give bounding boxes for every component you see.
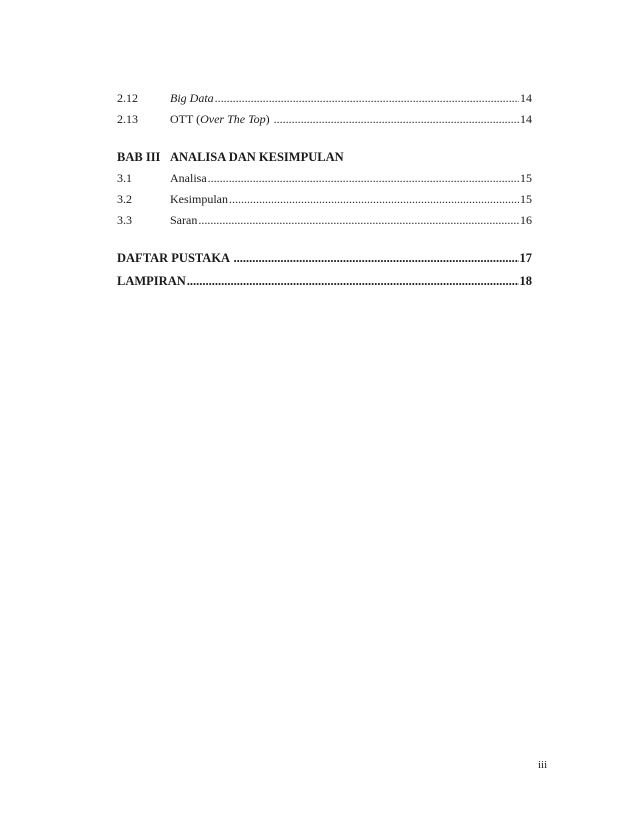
toc-entry-3-3 [117, 210, 532, 231]
toc-entry-label: LAMPIRAN [117, 274, 186, 288]
toc-entry-title [170, 88, 519, 109]
toc-entry-page: 14 [520, 112, 532, 126]
toc-entry-number: 2.12 [117, 91, 138, 105]
toc-entry-title [170, 168, 519, 189]
toc-entry-label-part: OTT ( [170, 112, 201, 126]
dot-leader [198, 210, 519, 231]
toc-chapter-title: ANALISA DAN KESIMPULAN [170, 150, 344, 164]
dot-leader [229, 189, 519, 210]
dot-leader [187, 270, 519, 293]
toc-entry-page: 15 [520, 192, 532, 206]
toc-entry-3-1 [117, 168, 532, 189]
toc-entry-number: 2.13 [117, 112, 138, 126]
toc-entry-number: 3.1 [117, 171, 132, 185]
toc-entry-number: 3.3 [117, 213, 132, 227]
toc-lampiran [117, 270, 532, 293]
toc-entry-title [117, 247, 519, 270]
toc-chapter-3 [117, 146, 532, 168]
toc-entry-page: 15 [520, 171, 532, 185]
dot-leader [234, 247, 519, 270]
dot-leader [215, 88, 519, 109]
toc-entry-page: 16 [520, 213, 532, 227]
toc-entry-label: Big Data [170, 91, 214, 105]
dot-leader [208, 168, 519, 189]
toc-daftar-pustaka [117, 247, 532, 270]
toc-entry-label-part: ) [265, 112, 273, 126]
dot-leader [274, 109, 519, 130]
toc-entry-title [170, 189, 519, 210]
toc-chapter-number: BAB III [117, 150, 161, 164]
toc-entry-2-12 [117, 88, 532, 109]
toc-entry-page: 18 [519, 274, 532, 288]
toc-entry-label: Saran [170, 213, 198, 227]
toc-entry-3-2 [117, 189, 532, 210]
toc-entry-title [117, 270, 519, 293]
toc-entry-label: Analisa [170, 171, 207, 185]
toc-entry-label-part: Over The Top [200, 112, 266, 126]
toc-entry-page: 17 [519, 251, 532, 265]
toc-entry-title [170, 109, 519, 130]
table-of-contents [117, 88, 532, 293]
toc-entry-2-13 [117, 109, 532, 130]
toc-entry-page: 14 [520, 91, 532, 105]
page-number: iii [538, 759, 548, 771]
toc-entry-label [170, 109, 274, 130]
toc-entry-title [170, 210, 519, 231]
toc-entry-label: DAFTAR PUSTAKA [117, 251, 233, 265]
toc-entry-label: Kesimpulan [170, 192, 228, 206]
toc-entry-number: 3.2 [117, 192, 132, 206]
